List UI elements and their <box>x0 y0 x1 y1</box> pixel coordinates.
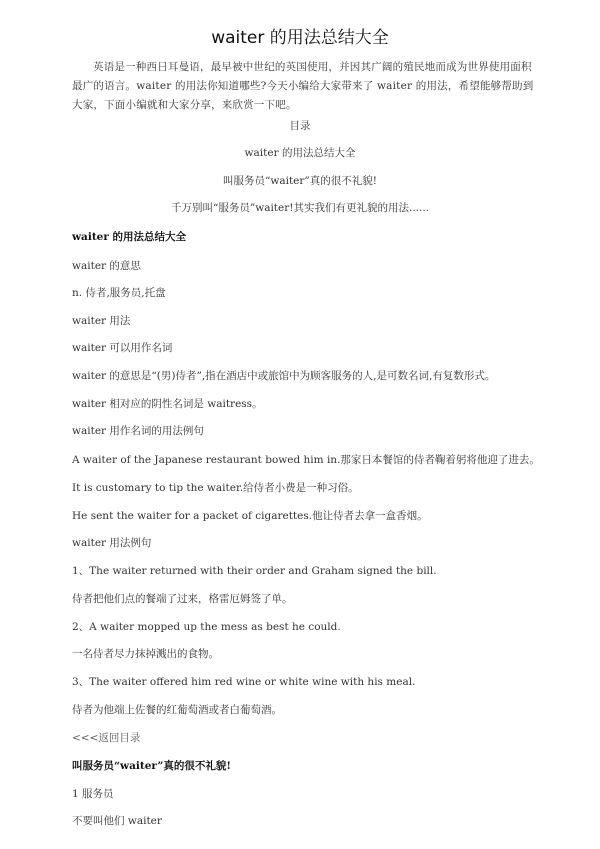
example-translation: 一名侍者尽力抹掉溅出的食物。 <box>72 648 219 660</box>
text-line: waiter 的意思是“(男)侍者”,指在酒店中或旅馆中为顾客服务的人,是可数名词,有复数形式。 <box>72 370 496 382</box>
example-sentence: A waiter of the Japanese restaurant bowed him in.那家日本餐馆的侍者鞠着躬将他迎了进去。 <box>72 454 540 466</box>
text-line: waiter 用作名词的用法例句 <box>72 425 204 437</box>
text-line: waiter 相对应的阴性名词是 waitress。 <box>72 398 263 410</box>
back-to-toc-link[interactable]: <<<返回目录 <box>72 732 141 744</box>
example-sentence: 3、The waiter offered him red wine or white wine with his meal. <box>72 676 416 688</box>
intro-paragraph: 英语是一种西日耳曼语，最早被中世纪的英国使用，并因其广阔的殖民地而成为世界使用面积最广的语言。waiter 的用法你知道哪些?今天小编给大家带来了 waiter 的用法，希望能够帮助到大家，下面小编就和大家分享，来欣赏一下吧。 <box>72 61 534 111</box>
toc-heading: 目录 <box>289 120 311 132</box>
document-title: waiter 的用法总结大全 <box>211 28 389 48</box>
text-line: waiter 可以用作名词 <box>72 342 173 354</box>
example-sentence: It is customary to tip the waiter.给侍者小费是一种习俗。 <box>72 482 359 494</box>
example-translation: 侍者为他端上佐餐的红葡萄酒或者白葡萄酒。 <box>72 704 282 716</box>
toc-link-3[interactable]: 千万别叫“服务员”waiter!其实我们有更礼貌的用法...... <box>170 202 430 214</box>
toc-link-2[interactable]: 叫服务员“waiter”真的很不礼貌! <box>222 175 377 187</box>
example-sentence: 2、A waiter mopped up the mess as best he could. <box>72 621 341 633</box>
text-line: 1 服务员 <box>72 788 114 800</box>
text-line: n. 侍者,服务员,托盘 <box>72 287 166 299</box>
example-translation: 侍者把他们点的餐端了过来，格雷厄姆签了单。 <box>72 593 293 605</box>
section-heading-1: waiter 的用法总结大全 <box>72 231 187 243</box>
example-sentence: He sent the waiter for a packet of cigarettes.他让侍者去拿一盒香烟。 <box>72 510 428 522</box>
text-line: 不要叫他们 waiter <box>72 815 162 827</box>
toc-link-1[interactable]: waiter 的用法总结大全 <box>244 147 356 159</box>
text-line: waiter 用法例句 <box>72 537 152 549</box>
example-sentence: 1、The waiter returned with their order and Graham signed the bill. <box>72 565 437 577</box>
section-heading-2: 叫服务员“waiter”真的很不礼貌! <box>72 760 231 772</box>
text-line: waiter 的意思 <box>72 260 141 272</box>
text-line: waiter 用法 <box>72 315 131 327</box>
